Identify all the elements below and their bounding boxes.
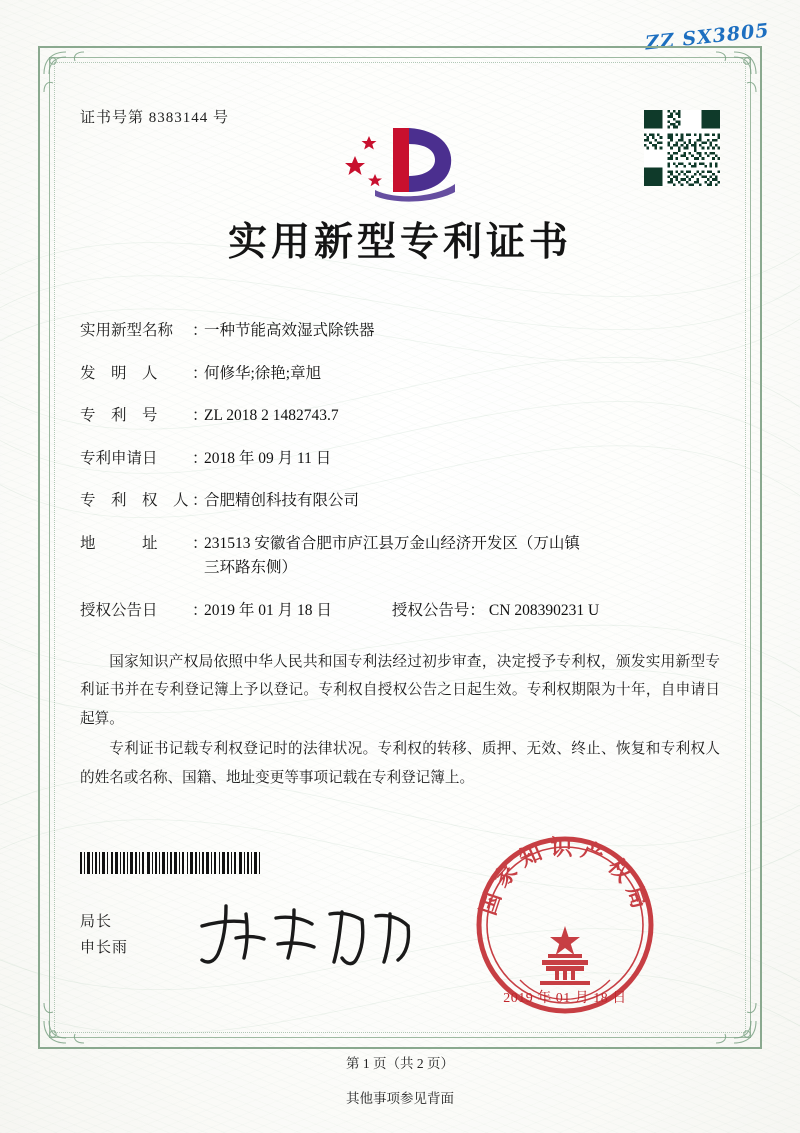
- handwritten-reference-code: ZZ SX3805: [644, 19, 771, 55]
- legal-paragraph-1: 国家知识产权局依照中华人民共和国专利法经过初步审查，决定授予专利权，颁发实用新型专利证书并在专利登记簿上予以登记。专利权自授权公告之日起生效。专利权期限为十年，自申请日起算。: [80, 654, 720, 727]
- field-label: 实用新型名称: [80, 322, 174, 339]
- field-label: 发 明 人: [80, 364, 158, 382]
- field-value: 合肥精创科技有限公司: [204, 492, 360, 509]
- field-value: [204, 536, 720, 576]
- field-label: 授权公告日: [80, 601, 158, 619]
- legal-paragraph-2: 专利证书记载专利权登记时的法律状况。专利权的转移、质押、无效、终止、恢复和专利权人的姓名或名称、国籍、地址变更等事项记载在专利登记簿上。: [80, 741, 720, 786]
- cnipa-logo-icon: [335, 106, 465, 206]
- field-patent-number: [80, 408, 720, 424]
- field-inventor: [80, 366, 720, 382]
- field-colon: ：: [192, 407, 208, 424]
- field-label: 专 利 权 人: [80, 492, 189, 509]
- field-colon: ：: [192, 322, 208, 339]
- signature-role-label: 局长: [80, 914, 113, 930]
- signature-block: [80, 910, 128, 961]
- field-patentee: [80, 493, 720, 509]
- barcode: [80, 852, 260, 874]
- field-colon: ：: [192, 534, 208, 552]
- grant-date-value: 2019 年 01 月 18 日: [204, 601, 332, 619]
- field-grant-announcement: [80, 603, 720, 619]
- field-label: 专利申请日: [80, 449, 158, 467]
- certificate-number: 证书号第 8383144 号: [80, 110, 230, 126]
- field-value: 一种节能高效湿式除铁器: [204, 322, 375, 339]
- field-address: [80, 536, 720, 576]
- field-value: 2018 年 09 月 11 日: [204, 449, 332, 467]
- field-value: ZL 2018 2 1482743.7: [204, 407, 339, 424]
- grant-number-label: 授权公告号：: [391, 601, 485, 619]
- field-value: [204, 603, 720, 619]
- field-colon: ：: [192, 601, 208, 619]
- grant-number-value: CN 208390231 U: [488, 601, 600, 619]
- page-number: 第 1 页（共 2 页）: [346, 1056, 454, 1071]
- address-line-1: 231513 安徽省合肥市庐江县万金山经济开发区（万山镇: [204, 534, 580, 552]
- fields-list: [80, 323, 720, 618]
- field-colon: ：: [192, 364, 208, 382]
- signature-name: 申长雨: [80, 939, 129, 956]
- svg-text:国家知识产权局: 国家知识产权局: [475, 835, 655, 919]
- certificate-content: [80, 92, 720, 1071]
- field-utility-model-name: [80, 323, 720, 339]
- field-colon: ：: [192, 492, 208, 509]
- qr-code-icon: [644, 110, 720, 186]
- footer-note: 其他事项参见背面: [346, 1091, 454, 1106]
- field-application-date: [80, 451, 720, 467]
- address-line-2: 三环路东侧）: [204, 559, 298, 576]
- handwritten-signature: [190, 892, 420, 972]
- field-label: 地 址: [80, 534, 158, 552]
- field-value: 何修华;徐艳;章旭: [204, 364, 322, 382]
- field-colon: ：: [192, 449, 208, 467]
- legal-text: [80, 648, 720, 792]
- page-title: 实用新型专利证书: [227, 219, 572, 265]
- field-label: 专 利 号: [80, 407, 158, 424]
- seal-date: 2019 年 01 月 18 日: [503, 991, 627, 1006]
